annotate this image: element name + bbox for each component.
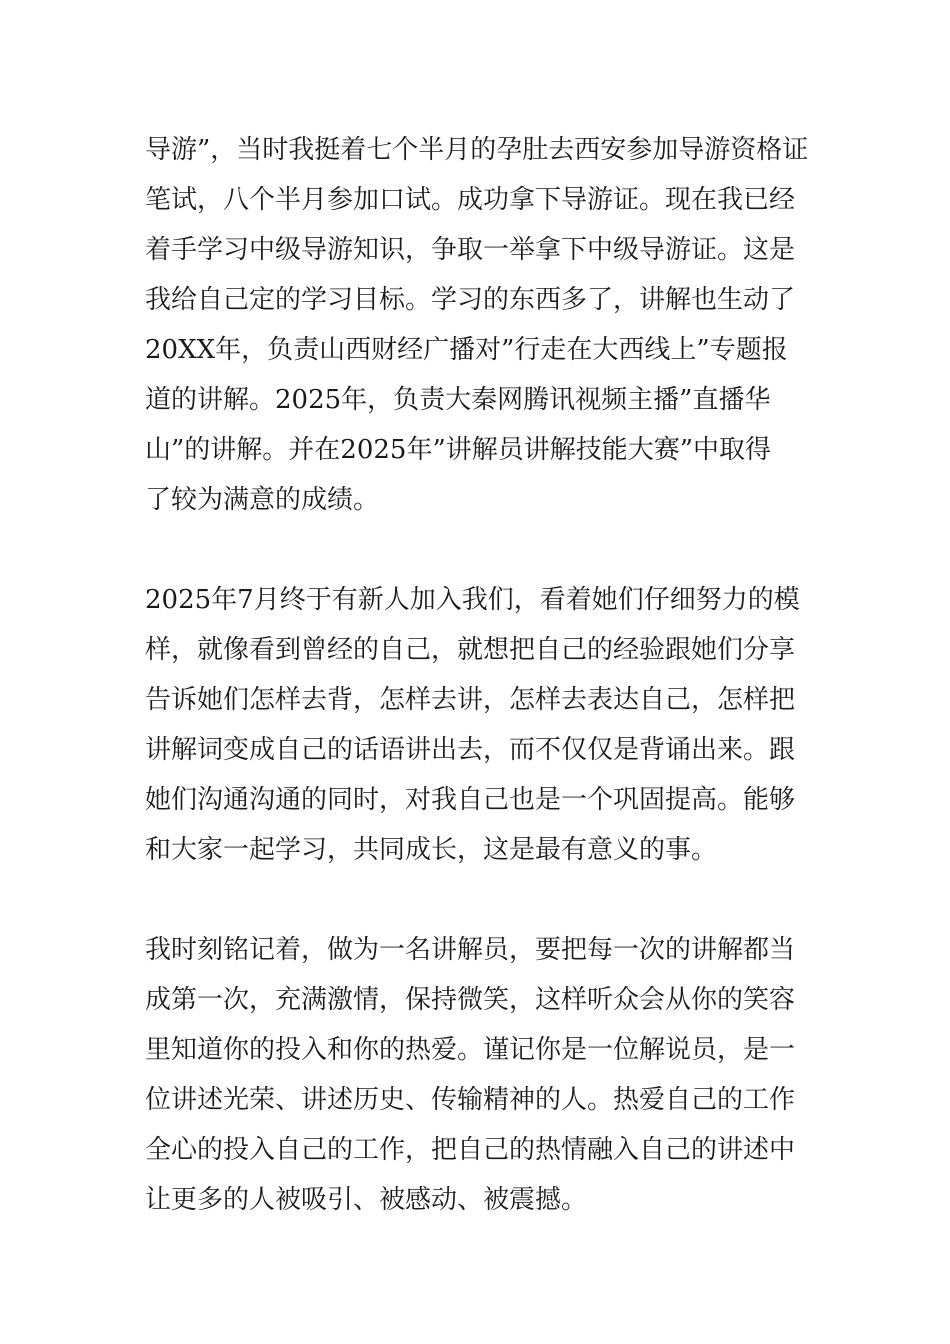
paragraph-line: 她们沟通沟通的同时，对我自己也是一个巩固提高。能够 xyxy=(145,785,796,815)
paragraph-line: 位讲述光荣、讲述历史、传输精神的人。热爱自己的工作 xyxy=(145,1085,796,1115)
paragraph-line: 笔试，八个半月参加口试。成功拿下导游证。现在我已经 xyxy=(145,185,796,215)
paragraph-line: 了较为满意的成绩。 xyxy=(145,485,380,515)
paragraph-line: 告诉她们怎样去背，怎样去讲，怎样去表达自己，怎样把 xyxy=(145,685,796,715)
paragraph-line: 导游”，当时我挺着七个半月的孕肚去西安参加导游资格证 xyxy=(145,135,809,165)
paragraph-line: 讲解词变成自己的话语讲出去，而不仅仅是背诵出来。跟 xyxy=(145,735,796,765)
paragraph-line: 20XX年，负责山西财经广播对”行走在大西线上”专题报 xyxy=(145,335,788,365)
paragraph-line: 让更多的人被吸引、被感动、被震撼。 xyxy=(145,1185,588,1215)
paragraph-line: 我时刻铭记着，做为一名讲解员，要把每一次的讲解都当 xyxy=(145,935,796,965)
paragraph-line: 道的讲解。2025年，负责大秦网腾讯视频主播”直播华 xyxy=(145,385,771,415)
paragraph-line: 样，就像看到曾经的自己，就想把自己的经验跟她们分享 xyxy=(145,635,796,665)
paragraph-line: 我给自己定的学习目标。学习的东西多了，讲解也生动了 xyxy=(145,285,796,315)
paragraph-line: 和大家一起学习，共同成长，这是最有意义的事。 xyxy=(145,835,718,865)
paragraph-line: 成第一次，充满激情，保持微笑，这样听众会从你的笑容 xyxy=(145,985,796,1015)
paragraph-line: 山”的讲解。并在2025年”讲解员讲解技能大赛”中取得 xyxy=(145,435,772,465)
paragraph-line: 里知道你的投入和你的热爱。谨记你是一位解说员，是一 xyxy=(145,1035,796,1065)
paragraph-line: 着手学习中级导游知识，争取一举拿下中级导游证。这是 xyxy=(145,235,796,265)
paragraph-line: 2025年7月终于有新人加入我们，看着她们仔细努力的模 xyxy=(145,585,800,615)
paragraph-line: 全心的投入自己的工作，把自己的热情融入自己的讲述中 xyxy=(145,1135,796,1165)
